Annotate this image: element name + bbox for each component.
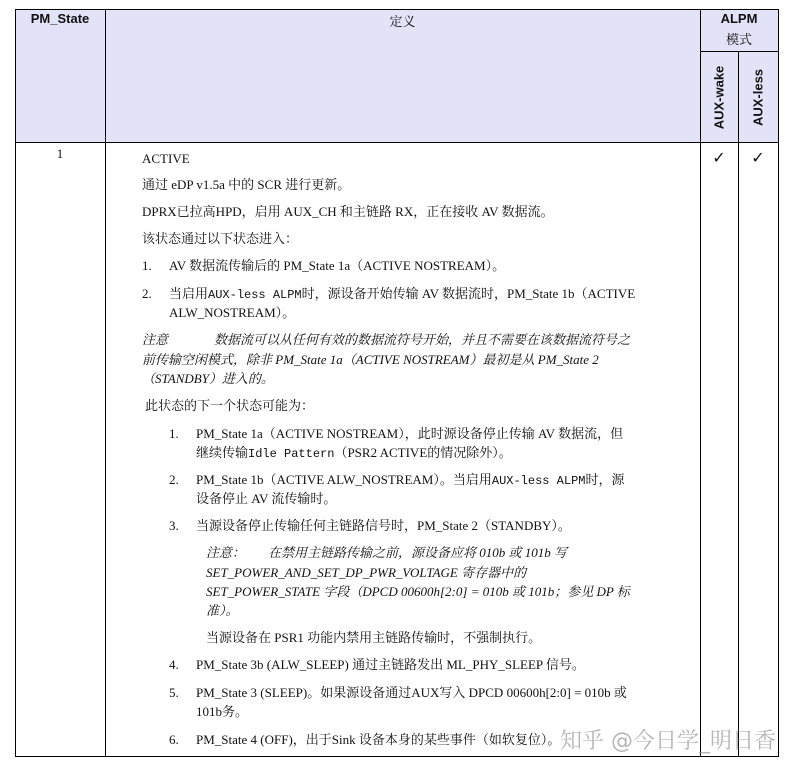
- next-item-2-mono: AUX-less ALPM: [491, 474, 586, 488]
- pm-state-value: 1: [56, 146, 64, 161]
- note-1-line-b: 前传输空闲模式，除非 PM_State 1a（ACTIVE NOSTREAM）最初是从 PM_State 2: [142, 352, 599, 367]
- header-aux-wake: AUX-wake: [711, 65, 727, 130]
- entry-item-2-line-b: ALW_NOSTREAM）。: [169, 305, 296, 320]
- column-divider-state: [105, 9, 106, 757]
- header-cell-state: [15, 9, 105, 142]
- entry-item-2-text-b: 时，源设备开始传输 AV 数据流时，PM_State 1b（ACTIVE: [301, 286, 636, 301]
- header-alpm-mode: 模式: [725, 33, 752, 48]
- header-aux-less: AUX-less: [750, 68, 766, 127]
- next-item-2-text-pre: PM_State 1b（ACTIVE ALW_NOSTREAM）。当启用: [196, 472, 492, 487]
- next-item-6-number: 6.: [169, 732, 179, 747]
- next-item-1-line-a: PM_State 1a（ACTIVE NOSTREAM），此时源设备停止传输 AV 数据流，但: [196, 426, 624, 441]
- definition-line-3: 该状态通过以下状态进入：: [142, 231, 299, 246]
- note-2-label: 注意：: [206, 545, 246, 560]
- next-item-2-line-a: [196, 471, 625, 490]
- table-border-header-bottom: [15, 142, 779, 143]
- next-item-1-mono: Idle Pattern: [248, 447, 335, 461]
- table-border-bottom: [15, 756, 779, 757]
- header-alpm: ALPM: [720, 11, 758, 26]
- entry-item-2-number: 2.: [142, 286, 152, 301]
- next-item-6-line-a: PM_State 4 (OFF)，出于Sink 设备本身的某些事件（如软复位）。: [196, 732, 561, 747]
- table-border-top: [15, 9, 779, 10]
- note-1-line-c: （STANDBY）进入的。: [142, 371, 274, 386]
- entry-item-1-number: 1.: [142, 258, 152, 273]
- note-1-line-a: 数据流可以从任何有效的数据流符号开始，并且不需要在该数据流符号之: [214, 332, 631, 347]
- watermark: 知乎 @今日学_明日香: [560, 729, 776, 754]
- state-title: ACTIVE: [142, 151, 190, 166]
- alpm-subheader-divider: [700, 51, 779, 52]
- table-border-left: [15, 9, 16, 757]
- next-item-5-line-b: 101b务。: [196, 704, 249, 719]
- header-pm-state: PM_State: [30, 11, 90, 26]
- next-item-5-line-a: PM_State 3 (SLEEP)。如果源设备通过AUX写入 DPCD 00600h[2:0] = 010b 或: [196, 685, 627, 700]
- aux-less-check-icon: ✓: [751, 150, 765, 167]
- next-states-heading: 此状态的下一个状态可能为：: [145, 398, 315, 413]
- header-definition: 定义: [389, 15, 416, 30]
- table-border-right: [778, 9, 779, 757]
- entry-item-2-mono: AUX-less ALPM: [208, 288, 302, 302]
- entry-item-1-text: AV 数据流传输后的 PM_State 1a（ACTIVE NOSTREAM）。: [169, 258, 506, 273]
- note-2-line-d: 准）。: [206, 603, 239, 618]
- next-item-1-number: 1.: [169, 426, 179, 441]
- next-item-2-number: 2.: [169, 472, 179, 487]
- next-item-5-number: 5.: [169, 685, 179, 700]
- entry-item-2-line-a: [169, 285, 635, 304]
- next-item-1-text-pre: 继续传输: [196, 445, 249, 460]
- next-item-4-number: 4.: [169, 657, 179, 672]
- next-item-1-line-b: [196, 444, 512, 463]
- note-2-line-a: 在禁用主链路传输之前，源设备应将 010b 或 101b 写: [268, 545, 568, 560]
- entry-item-2-text-a: 当启用: [169, 286, 209, 301]
- note-2-after: 当源设备在 PSR1 功能内禁用主链路传输时，不强制执行。: [206, 630, 542, 645]
- next-item-1-text-post: （PSR2 ACTIVE的情况除外）。: [334, 445, 512, 460]
- note-2-line-c: SET_POWER_STATE 字段（DPCD 00600h[2:0] = 010b 或 101b；参见 DP 标: [206, 584, 630, 599]
- definition-line-1: 通过 eDP v1.5a 中的 SCR 进行更新。: [142, 177, 351, 192]
- next-item-3-number: 3.: [169, 518, 179, 533]
- next-item-2-text-post: 时，源: [585, 472, 625, 487]
- aux-wake-check-icon: ✓: [712, 150, 726, 167]
- note-1-label: 注意: [142, 332, 169, 347]
- note-2-line-b: SET_POWER_AND_SET_DP_PWR_VOLTAGE 寄存器中的: [206, 565, 527, 580]
- definition-line-2: DPRX已拉高HPD，启用 AUX_CH 和主链路 RX，正在接收 AV 数据流。: [142, 204, 554, 219]
- next-item-3-line-a: 当源设备停止传输任何主链路信号时，PM_State 2（STANDBY）。: [196, 518, 571, 533]
- next-item-2-line-b: 设备停止 AV 流传输时。: [196, 491, 337, 506]
- column-divider-definition: [700, 9, 701, 757]
- next-item-4-line-a: PM_State 3b (ALW_SLEEP) 通过主链路发出 ML_PHY_SLEEP 信号。: [196, 657, 585, 672]
